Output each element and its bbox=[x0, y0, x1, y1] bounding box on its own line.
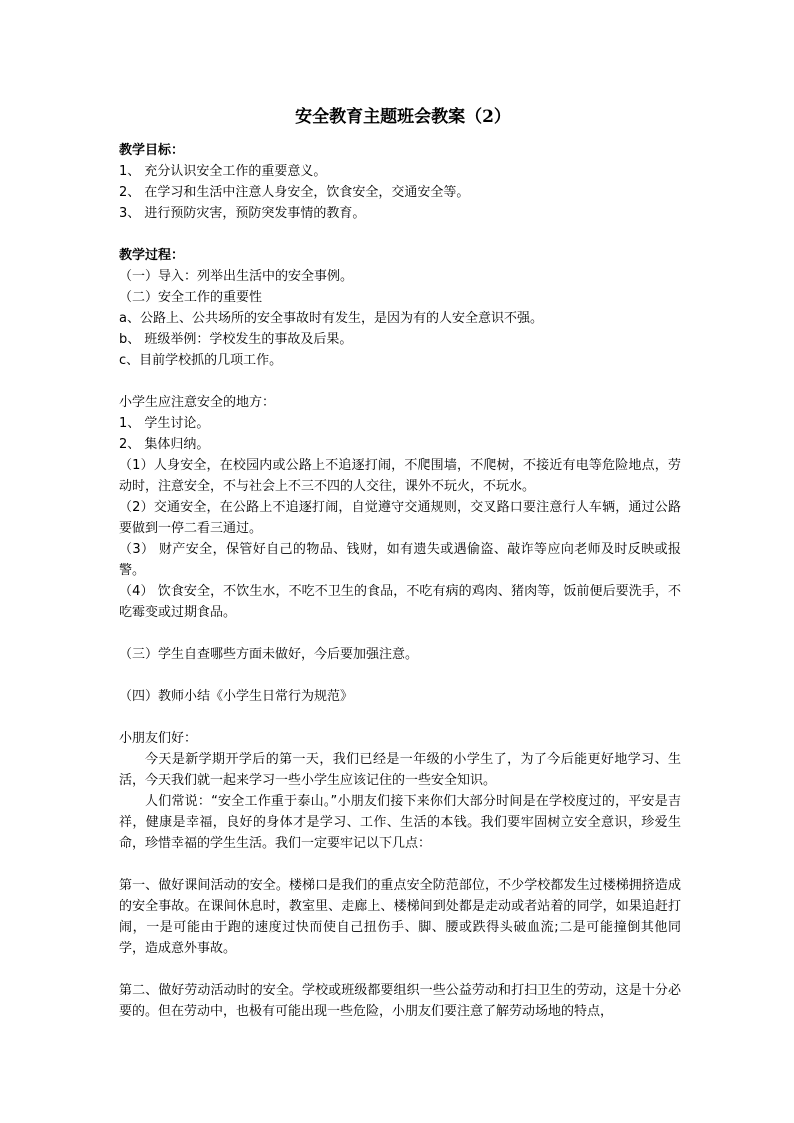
goals-heading: 教学目标： bbox=[119, 143, 185, 158]
goal-item: 1、 充分认识安全工作的重要意义。 bbox=[119, 164, 327, 179]
safety-rule-two: 第二、做好劳动活动时的安全。学校或班级都要组织一些公益劳动和打扫卫生的劳动，这是十分必要的。但在劳动中，也极有可能出现一些危险，小朋友们要注意了解劳动场地的特点， bbox=[119, 983, 681, 1019]
process-item: （二）安全工作的重要性 bbox=[119, 290, 263, 305]
safety-rule-one: 第一、做好课间活动的安全。楼梯口是我们的重点安全防范部位，不少学校都发生过楼梯拥挤造成的安全事故。在课间休息时，教室里、走廊上、楼梯间到处都是走动或者站着的同学，如果追赶打闹，一是可能由于跑的速度过快而使自己扭伤手、脚、腰或跌得头破血流;二是可能撞倒其他同学，造成意外事故。 bbox=[119, 878, 681, 956]
speech-paragraph: 今天是新学期开学后的第一天，我们已经是一年级的小学生了，为了今后能更好地学习、生活，今天我们就一起来学习一些小学生应该记住的一些安全知识。 bbox=[119, 752, 681, 788]
spacer bbox=[119, 224, 681, 245]
speech-paragraph: 人们常说：“安全工作重于泰山。”小朋友们接下来你们大部分时间是在学校度过的，平安是吉祥，健康是幸福，良好的身体才是学习、工作、生活的本钱。我们要牢固树立安全意识，珍爱生命，珍惜幸福的学生生活。我们一定要牢记以下几点： bbox=[119, 794, 681, 851]
section-three: （三）学生自查哪些方面未做好，今后要加强注意。 bbox=[119, 647, 419, 662]
document-body bbox=[119, 104, 681, 1022]
safety-point: （1）人身安全，在校园内或公路上不追逐打闹，不爬围墙，不爬树，不接近有电等危险地点，劳动时，注意安全，不与社会上不三不四的人交往，课外不玩火，不玩水。 bbox=[119, 458, 681, 494]
spacer bbox=[119, 854, 681, 875]
process-item: （一）导入：列举出生活中的安全事例。 bbox=[119, 269, 354, 284]
spacer bbox=[119, 707, 681, 728]
spacer bbox=[119, 623, 681, 644]
greeting: 小朋友们好： bbox=[119, 731, 198, 746]
safety-point: （2）交通安全，在公路上不追逐打闹，自觉遵守交通规则，交叉路口要注意行人车辆，通过公路要做到一停二看三通过。 bbox=[119, 500, 681, 536]
spacer bbox=[119, 959, 681, 980]
spacer bbox=[119, 371, 681, 392]
process-item: c、目前学校抓的几项工作。 bbox=[119, 353, 283, 368]
section-four: （四）教师小结《小学生日常行为规范》 bbox=[119, 689, 354, 704]
safety-point: （4） 饮食安全，不饮生水，不吃不卫生的食品，不吃有病的鸡肉、猪肉等，饭前便后要洗手，不吃霉变或过期食品。 bbox=[119, 584, 681, 620]
attention-item: 1、 学生讨论。 bbox=[119, 416, 210, 431]
process-heading: 教学过程： bbox=[119, 248, 185, 263]
document-title: 安全教育主题班会教案（2） bbox=[295, 107, 511, 127]
goal-item: 2、 在学习和生活中注意人身安全，饮食安全，交通安全等。 bbox=[119, 185, 470, 200]
safety-point: （3） 财产安全，保管好自己的物品、钱财，如有遗失或遇偷盗、敲诈等应向老师及时反映或报警。 bbox=[119, 542, 681, 578]
process-item: b、 班级举例：学校发生的事故及后果。 bbox=[119, 332, 353, 347]
goal-item: 3、 进行预防灾害，预防突发事情的教育。 bbox=[119, 206, 366, 221]
spacer bbox=[119, 665, 681, 686]
attention-item: 2、 集体归纳。 bbox=[119, 437, 210, 452]
process-item: a、公路上、公共场所的安全事故时有发生，是因为有的人安全意识不强。 bbox=[119, 311, 543, 326]
attention-heading: 小学生应注意安全的地方： bbox=[119, 395, 276, 410]
